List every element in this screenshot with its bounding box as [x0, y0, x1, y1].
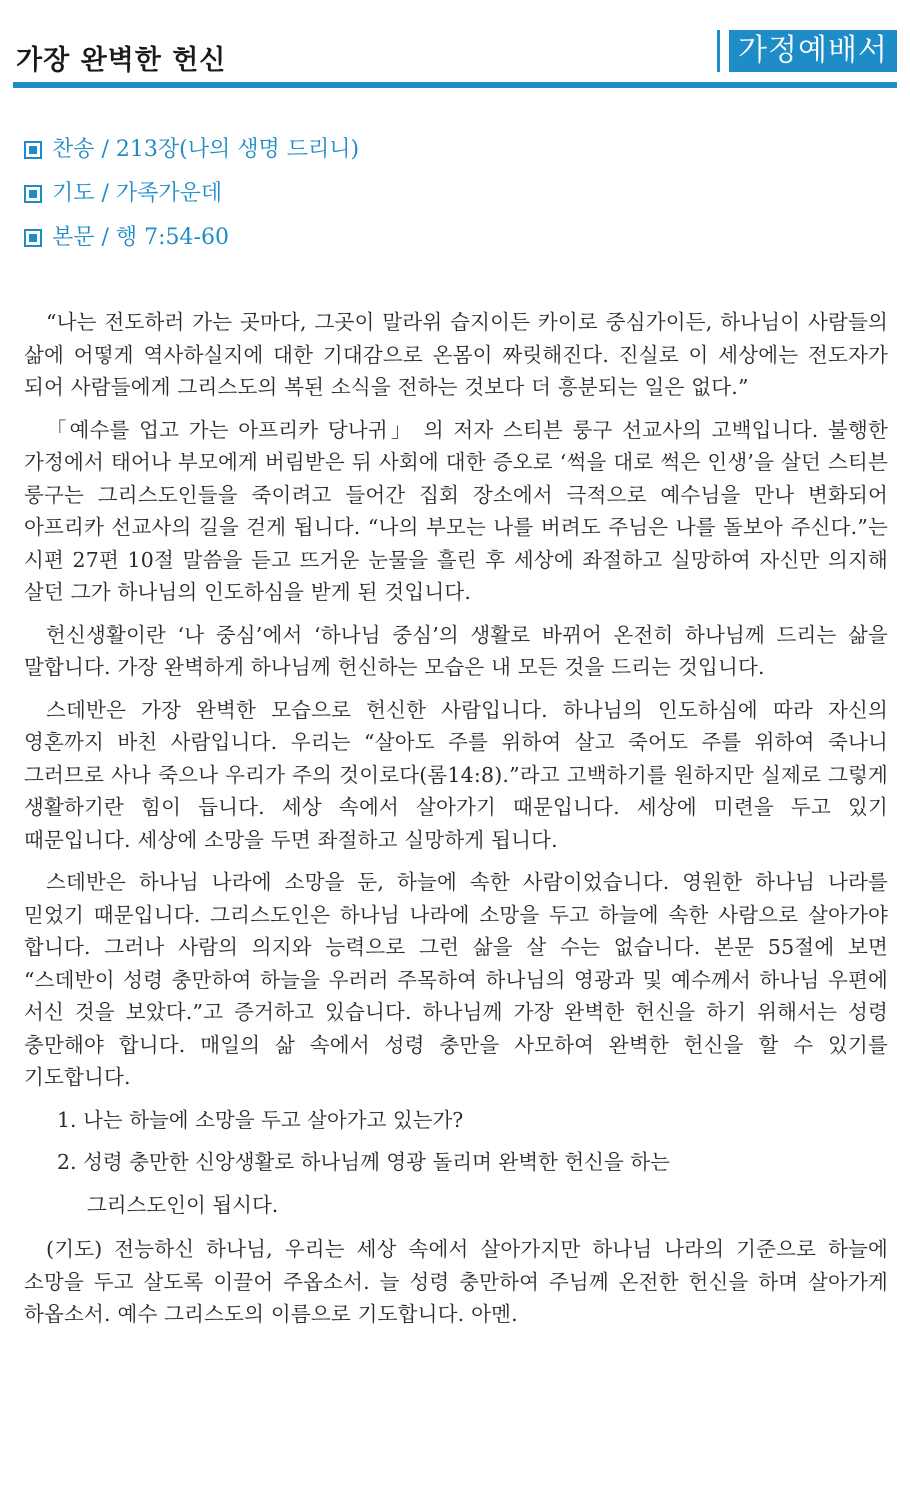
reflection-question-1: 1. 나는 하늘에 소망을 두고 살아가고 있는가?: [57, 1107, 464, 1132]
reflection-question-2-continued: 그리스도인이 됩시다.: [87, 1192, 279, 1217]
worship-info: [24, 128, 359, 260]
hymn-text: 찬송 / 213장(나의 생명 드리니): [52, 137, 360, 162]
square-bullet-icon: [24, 185, 42, 203]
paragraph: 헌신생활이란 ‘나 중심’에서 ‘하나님 중심’의 생활로 바뀌어 온전히 하나님께 드리는 삶을 말합니다. 가장 완벽하게 하나님께 헌신하는 모습은 내 모든 것을 드리는 것입니다.: [24, 622, 888, 679]
scripture-text: 본문 / 행 7:54-60: [52, 225, 229, 250]
paragraph: 「예수를 업고 가는 아프리카 당나귀」 의 저자 스티븐 룽구 선교사의 고백입니다. 불행한 가정에서 태어나 부모에게 버림받은 뒤 사회에 대한 증오로 ‘썩을 대로 썩은 인생’을 살던 스티븐 룽구는 그리스도인들을 죽이려고 들어간 집회 장소에서 극적으로 예수님을 만나 변화되어 아프리카 선교사의 길을 걷게 됩니다. “나의 부모는 나를 버려도 주님은 나를 돌보아 주신다.”는 시편 27편 10절 말씀을 듣고 뜨거운 눈물을 흘린 후 세상에 좌절하고 실망하여 자신만 의지해 살던 그가 하나님의 인도하심을 받게 된 것입니다.: [24, 417, 888, 604]
sermon-body: [24, 306, 888, 1341]
scripture-line: [24, 216, 359, 260]
page-title: 가장 완벽한 헌신: [16, 45, 227, 76]
page-header: [13, 0, 897, 92]
paragraph: “나는 전도하러 가는 곳마다, 그곳이 말라위 습지이든 카이로 중심가이든, 하나님이 사람들의 삶에 어떻게 역사하실지에 대한 기대감으로 온몸이 짜릿해진다. 진실로 이 세상에는 전도자가 되어 사람들에게 그리스도의 복된 소식을 전하는 것보다 더 흥분되는 일은 없다.”: [24, 310, 888, 399]
title-divider: [717, 30, 720, 72]
reflection-question-2: 2. 성령 충만한 신앙생활로 하나님께 영광 돌리며 완벽한 헌신을 하는: [57, 1150, 670, 1174]
prayer-leader-text: 기도 / 가족가운데: [52, 181, 223, 206]
square-bullet-icon: [24, 229, 42, 247]
section-badge: 가정예배서: [729, 30, 897, 72]
header-rule: [13, 82, 897, 88]
square-bullet-icon: [24, 141, 42, 159]
paragraph: 스데반은 하나님 나라에 소망을 둔, 하늘에 속한 사람이었습니다. 영원한 하나님 나라를 믿었기 때문입니다. 그리스도인은 하나님 나라에 소망을 두고 하늘에 속한 사람으로 살아가야 합니다. 그러나 사람의 의지와 능력으로 그런 삶을 살 수는 없습니다. 본문 55절에 보면 “스데반이 성령 충만하여 하늘을 우러러 주목하여 하나님의 영광과 및 예수께서 하나님 우편에 서신 것을 보았다.”고 증거하고 있습니다. 하나님께 가장 완벽한 헌신을 하기 위해서는 성령 충만해야 합니다. 매일의 삶 속에서 성령 충만을 사모하여 완벽한 헌신을 할 수 있기를 기도합니다.: [24, 870, 888, 1089]
prayer-leader-line: [24, 172, 359, 216]
paragraph: 스데반은 가장 완벽한 모습으로 헌신한 사람입니다. 하나님의 인도하심에 따라 자신의 영혼까지 바친 사람입니다. 우리는 “살아도 주를 위하여 살고 죽어도 주를 위하여 죽나니 그러므로 사나 죽으나 우리가 주의 것이로다(롬14:8).”라고 고백하기를 원하지만 실제로 그렇게 생활하기란 힘이 듭니다. 세상 속에서 살아가기 때문입니다. 세상에 미련을 두고 있기 때문입니다. 세상에 소망을 두면 좌절하고 실망하게 됩니다.: [24, 697, 888, 852]
hymn-line: [24, 128, 359, 172]
closing-prayer: (기도) 전능하신 하나님, 우리는 세상 속에서 살아가지만 하나님 나라의 기준으로 하늘에 소망을 두고 살도록 이끌어 주옵소서. 늘 성령 충만하여 주님께 온전한 헌신을 하며 살아가게 하옵소서. 예수 그리스도의 이름으로 기도합니다. 아멘.: [24, 1237, 888, 1326]
